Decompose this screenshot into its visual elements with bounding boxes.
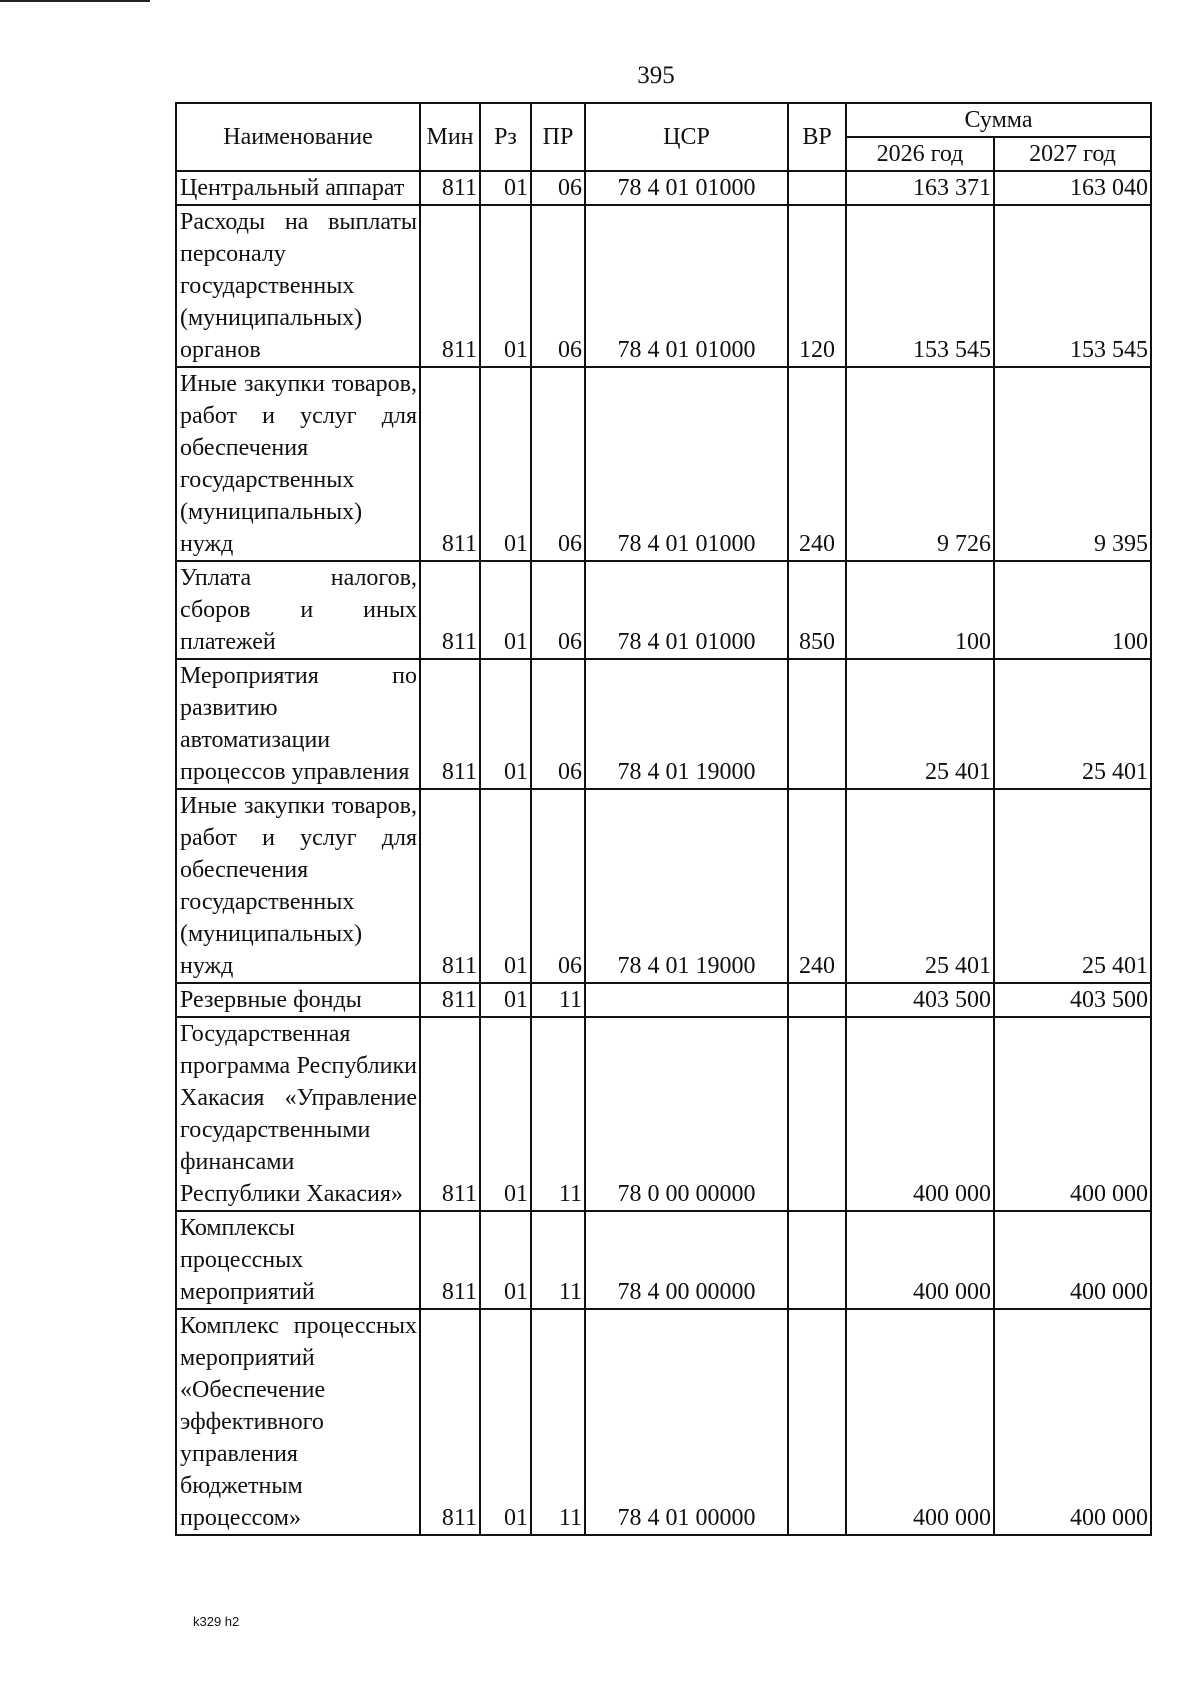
- cell-vr: [788, 983, 846, 1017]
- cell-vr: [788, 171, 846, 205]
- cell-rz: 01: [480, 983, 531, 1017]
- cell-name: Комплекс процессных мероприятий «Обеспечение эффективного управления бюджетным процессом»: [176, 1309, 420, 1535]
- cell-csr: 78 0 00 00000: [585, 1017, 788, 1211]
- cell-sum-2026: 400 000: [846, 1309, 994, 1535]
- cell-name: Уплата налогов, сборов и иных платежей: [176, 561, 420, 659]
- table-row: [176, 171, 1151, 205]
- cell-pr: 06: [531, 789, 585, 983]
- table-row: [176, 789, 1151, 983]
- cell-rz: 01: [480, 1017, 531, 1211]
- cell-sum-2027: 400 000: [994, 1211, 1151, 1309]
- cell-csr: 78 4 01 19000: [585, 789, 788, 983]
- cell-sum-2026: 25 401: [846, 789, 994, 983]
- cell-sum-2027: 25 401: [994, 789, 1151, 983]
- cell-rz: 01: [480, 171, 531, 205]
- header-min: Мин: [420, 103, 480, 171]
- cell-vr: 850: [788, 561, 846, 659]
- cell-pr: 11: [531, 1309, 585, 1535]
- table-row: [176, 1017, 1151, 1211]
- table-row: [176, 659, 1151, 789]
- cell-min: 811: [420, 1211, 480, 1309]
- cell-sum-2026: 400 000: [846, 1211, 994, 1309]
- cell-vr: [788, 1211, 846, 1309]
- cell-min: 811: [420, 789, 480, 983]
- cell-rz: 01: [480, 561, 531, 659]
- cell-min: 811: [420, 171, 480, 205]
- header-pr: ПР: [531, 103, 585, 171]
- header-year-2027: 2027 год: [994, 137, 1151, 171]
- table-row: [176, 983, 1151, 1017]
- header-vr: ВР: [788, 103, 846, 171]
- cell-name: Иные закупки товаров, работ и услуг для обеспечения государственных (муниципальных) нужд: [176, 367, 420, 561]
- cell-min: 811: [420, 205, 480, 367]
- cell-vr: 240: [788, 367, 846, 561]
- cell-csr: 78 4 01 01000: [585, 171, 788, 205]
- cell-sum-2026: 100: [846, 561, 994, 659]
- cell-csr: [585, 983, 788, 1017]
- cell-name: Иные закупки товаров, работ и услуг для обеспечения государственных (муниципальных) нужд: [176, 789, 420, 983]
- cell-csr: 78 4 01 19000: [585, 659, 788, 789]
- cell-rz: 01: [480, 367, 531, 561]
- cell-csr: 78 4 01 01000: [585, 205, 788, 367]
- table-row: [176, 1309, 1151, 1535]
- cell-rz: 01: [480, 1211, 531, 1309]
- cell-csr: 78 4 01 00000: [585, 1309, 788, 1535]
- cell-sum-2027: 100: [994, 561, 1151, 659]
- cell-sum-2027: 163 040: [994, 171, 1151, 205]
- cell-sum-2026: 25 401: [846, 659, 994, 789]
- table-header: [176, 103, 1151, 171]
- cell-pr: 06: [531, 171, 585, 205]
- cell-pr: 06: [531, 367, 585, 561]
- cell-sum-2027: 153 545: [994, 205, 1151, 367]
- cell-pr: 11: [531, 1211, 585, 1309]
- cell-sum-2027: 25 401: [994, 659, 1151, 789]
- table-row: [176, 561, 1151, 659]
- cell-sum-2026: 9 726: [846, 367, 994, 561]
- page-number: 395: [637, 62, 675, 89]
- cell-name: Государственная программа Республики Хакасия «Управление государственными финансами Республики Хакасия»: [176, 1017, 420, 1211]
- header-name: Наименование: [176, 103, 420, 171]
- cell-name: Резервные фонды: [176, 983, 420, 1017]
- cell-csr: 78 4 00 00000: [585, 1211, 788, 1309]
- cell-min: 811: [420, 1309, 480, 1535]
- cell-name: Мероприятия по развитию автоматизации процессов управления: [176, 659, 420, 789]
- cell-sum-2027: 9 395: [994, 367, 1151, 561]
- header-rz: Рз: [480, 103, 531, 171]
- budget-table: [175, 102, 1152, 1536]
- cell-sum-2026: 400 000: [846, 1017, 994, 1211]
- cell-sum-2027: 400 000: [994, 1309, 1151, 1535]
- table-body: [176, 171, 1151, 1535]
- footer-code: k329 h2: [193, 1614, 240, 1629]
- cell-sum-2026: 163 371: [846, 171, 994, 205]
- cell-vr: 120: [788, 205, 846, 367]
- table-row: [176, 367, 1151, 561]
- cell-vr: [788, 1309, 846, 1535]
- header-sum: Сумма: [846, 103, 1151, 137]
- cell-vr: 240: [788, 789, 846, 983]
- cell-vr: [788, 659, 846, 789]
- cell-pr: 06: [531, 561, 585, 659]
- header-year-2026: 2026 год: [846, 137, 994, 171]
- cell-rz: 01: [480, 789, 531, 983]
- cell-pr: 06: [531, 659, 585, 789]
- cell-sum-2027: 400 000: [994, 1017, 1151, 1211]
- cell-csr: 78 4 01 01000: [585, 561, 788, 659]
- cell-rz: 01: [480, 205, 531, 367]
- cell-pr: 06: [531, 205, 585, 367]
- cell-rz: 01: [480, 659, 531, 789]
- header-csr: ЦСР: [585, 103, 788, 171]
- cell-sum-2026: 153 545: [846, 205, 994, 367]
- cell-min: 811: [420, 1017, 480, 1211]
- cell-sum-2026: 403 500: [846, 983, 994, 1017]
- cell-min: 811: [420, 561, 480, 659]
- cell-sum-2027: 403 500: [994, 983, 1151, 1017]
- cell-min: 811: [420, 367, 480, 561]
- cell-pr: 11: [531, 1017, 585, 1211]
- cell-vr: [788, 1017, 846, 1211]
- cell-min: 811: [420, 983, 480, 1017]
- cell-name: Расходы на выплаты персоналу государственных (муниципальных) органов: [176, 205, 420, 367]
- cell-min: 811: [420, 659, 480, 789]
- table-row: [176, 1211, 1151, 1309]
- cell-name: Комплексы процессных мероприятий: [176, 1211, 420, 1309]
- cell-rz: 01: [480, 1309, 531, 1535]
- cell-csr: 78 4 01 01000: [585, 367, 788, 561]
- cell-name: Центральный аппарат: [176, 171, 420, 205]
- table-row: [176, 205, 1151, 367]
- scan-corner-line: [0, 0, 150, 2]
- cell-pr: 11: [531, 983, 585, 1017]
